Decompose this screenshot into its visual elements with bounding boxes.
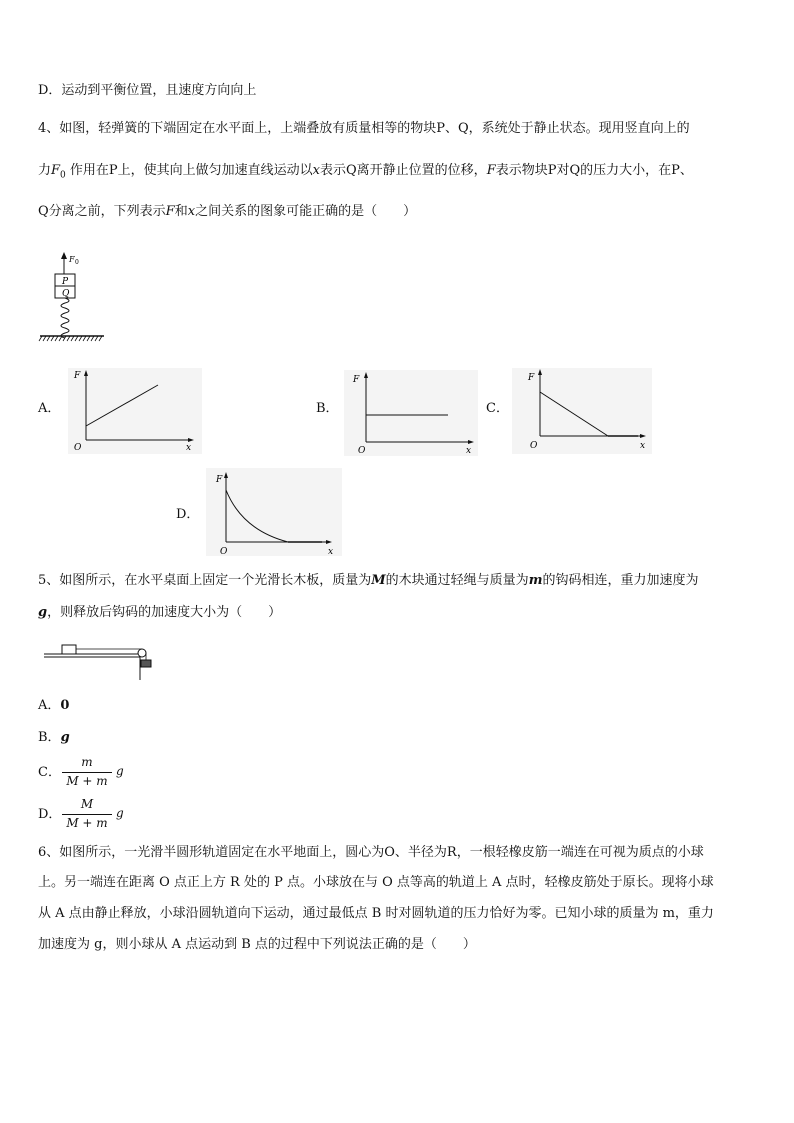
q4-stem-line2: 力$F_0$ 作用在P上，使其向上做匀加速直线运动以x表示Q离开静止位置的位移，F表示物块P对Q的压力大小，在P、 bbox=[38, 163, 693, 181]
q4-option-a-graph[interactable] bbox=[68, 368, 202, 454]
x-axis-label: x bbox=[186, 443, 192, 453]
q5-option-c-label[interactable]: C． bbox=[38, 765, 61, 780]
q6-stem-line2: 上。另一端连在距离 O 点正上方 R 处的 P 点。小球放在与 O 点等高的轨道上 A 点时，轻橡皮筋处于原长。现将小球 bbox=[38, 875, 714, 890]
q5-table-pulley-figure bbox=[40, 636, 162, 682]
svg-text:Q: Q bbox=[62, 289, 70, 299]
svg-text:F: F bbox=[69, 255, 75, 264]
q3-option-d: D．运动到平衡位置，且速度方向向上 bbox=[38, 83, 257, 98]
x-axis-label: x bbox=[328, 547, 334, 556]
q6-stem-line1: 6、如图所示，一光滑半圆形轨道固定在水平地面上，圆心为O、半径为R，一根轻橡皮筋一端连在可视为质点的小球 bbox=[38, 845, 704, 860]
x-axis-label: x bbox=[640, 441, 646, 451]
q4-option-d-label[interactable]: D． bbox=[176, 507, 200, 522]
q6-stem-line3: 从 A 点由静止释放，小球沿圆轨道向下运动，通过最低点 B 时对圆轨道的压力恰好为零。已知小球的质量为 m，重力 bbox=[38, 906, 714, 921]
q4-option-a-label[interactable]: A． bbox=[38, 401, 61, 416]
q4-spring-figure bbox=[36, 250, 106, 342]
q4-stem-line1: 4、如图，轻弹簧的下端固定在水平面上，上端叠放有质量相等的物块P、Q，系统处于静止状态。现用竖直向上的 bbox=[38, 121, 690, 136]
q5-option-c-fraction[interactable]: m M + m g bbox=[62, 755, 132, 793]
q5-option-d-fraction[interactable]: M M + m g bbox=[62, 797, 132, 835]
q5-option-a[interactable]: A．0 bbox=[38, 698, 70, 713]
y-axis-label: F bbox=[528, 373, 535, 383]
q5-option-b[interactable]: B．g bbox=[38, 730, 70, 745]
y-axis-label: F bbox=[353, 375, 360, 385]
origin-label: O bbox=[220, 547, 228, 556]
q4-option-c-label[interactable]: C． bbox=[486, 401, 509, 416]
q4-option-b-label[interactable]: B． bbox=[316, 401, 339, 416]
y-axis-label: F bbox=[74, 371, 81, 381]
y-axis-label: F bbox=[216, 475, 223, 485]
q4-option-d-graph[interactable] bbox=[206, 468, 342, 556]
q4-option-c-graph[interactable] bbox=[512, 368, 652, 454]
svg-text:P: P bbox=[62, 277, 69, 287]
origin-label: O bbox=[530, 441, 538, 451]
x-axis-label: x bbox=[466, 446, 472, 456]
q5-stem-line1: 5、如图所示，在水平桌面上固定一个光滑长木板，质量为M的木块通过轻绳与质量为m的钩码相连，重力加速度为 bbox=[38, 573, 699, 588]
q4-option-b-graph[interactable] bbox=[344, 370, 478, 456]
q5-stem-line2: g，则释放后钩码的加速度大小为（ ） bbox=[38, 605, 282, 620]
svg-text:0: 0 bbox=[75, 259, 79, 266]
q4-stem-line3: Q分离之前，下列表示F和x之间关系的图象可能正确的是（ ） bbox=[38, 204, 417, 219]
q5-option-d-label[interactable]: D． bbox=[38, 807, 62, 822]
origin-label: O bbox=[74, 443, 82, 453]
q6-stem-line4: 加速度为 g，则小球从 A 点运动到 B 点的过程中下列说法正确的是（ ） bbox=[38, 937, 476, 952]
origin-label: O bbox=[358, 446, 366, 456]
